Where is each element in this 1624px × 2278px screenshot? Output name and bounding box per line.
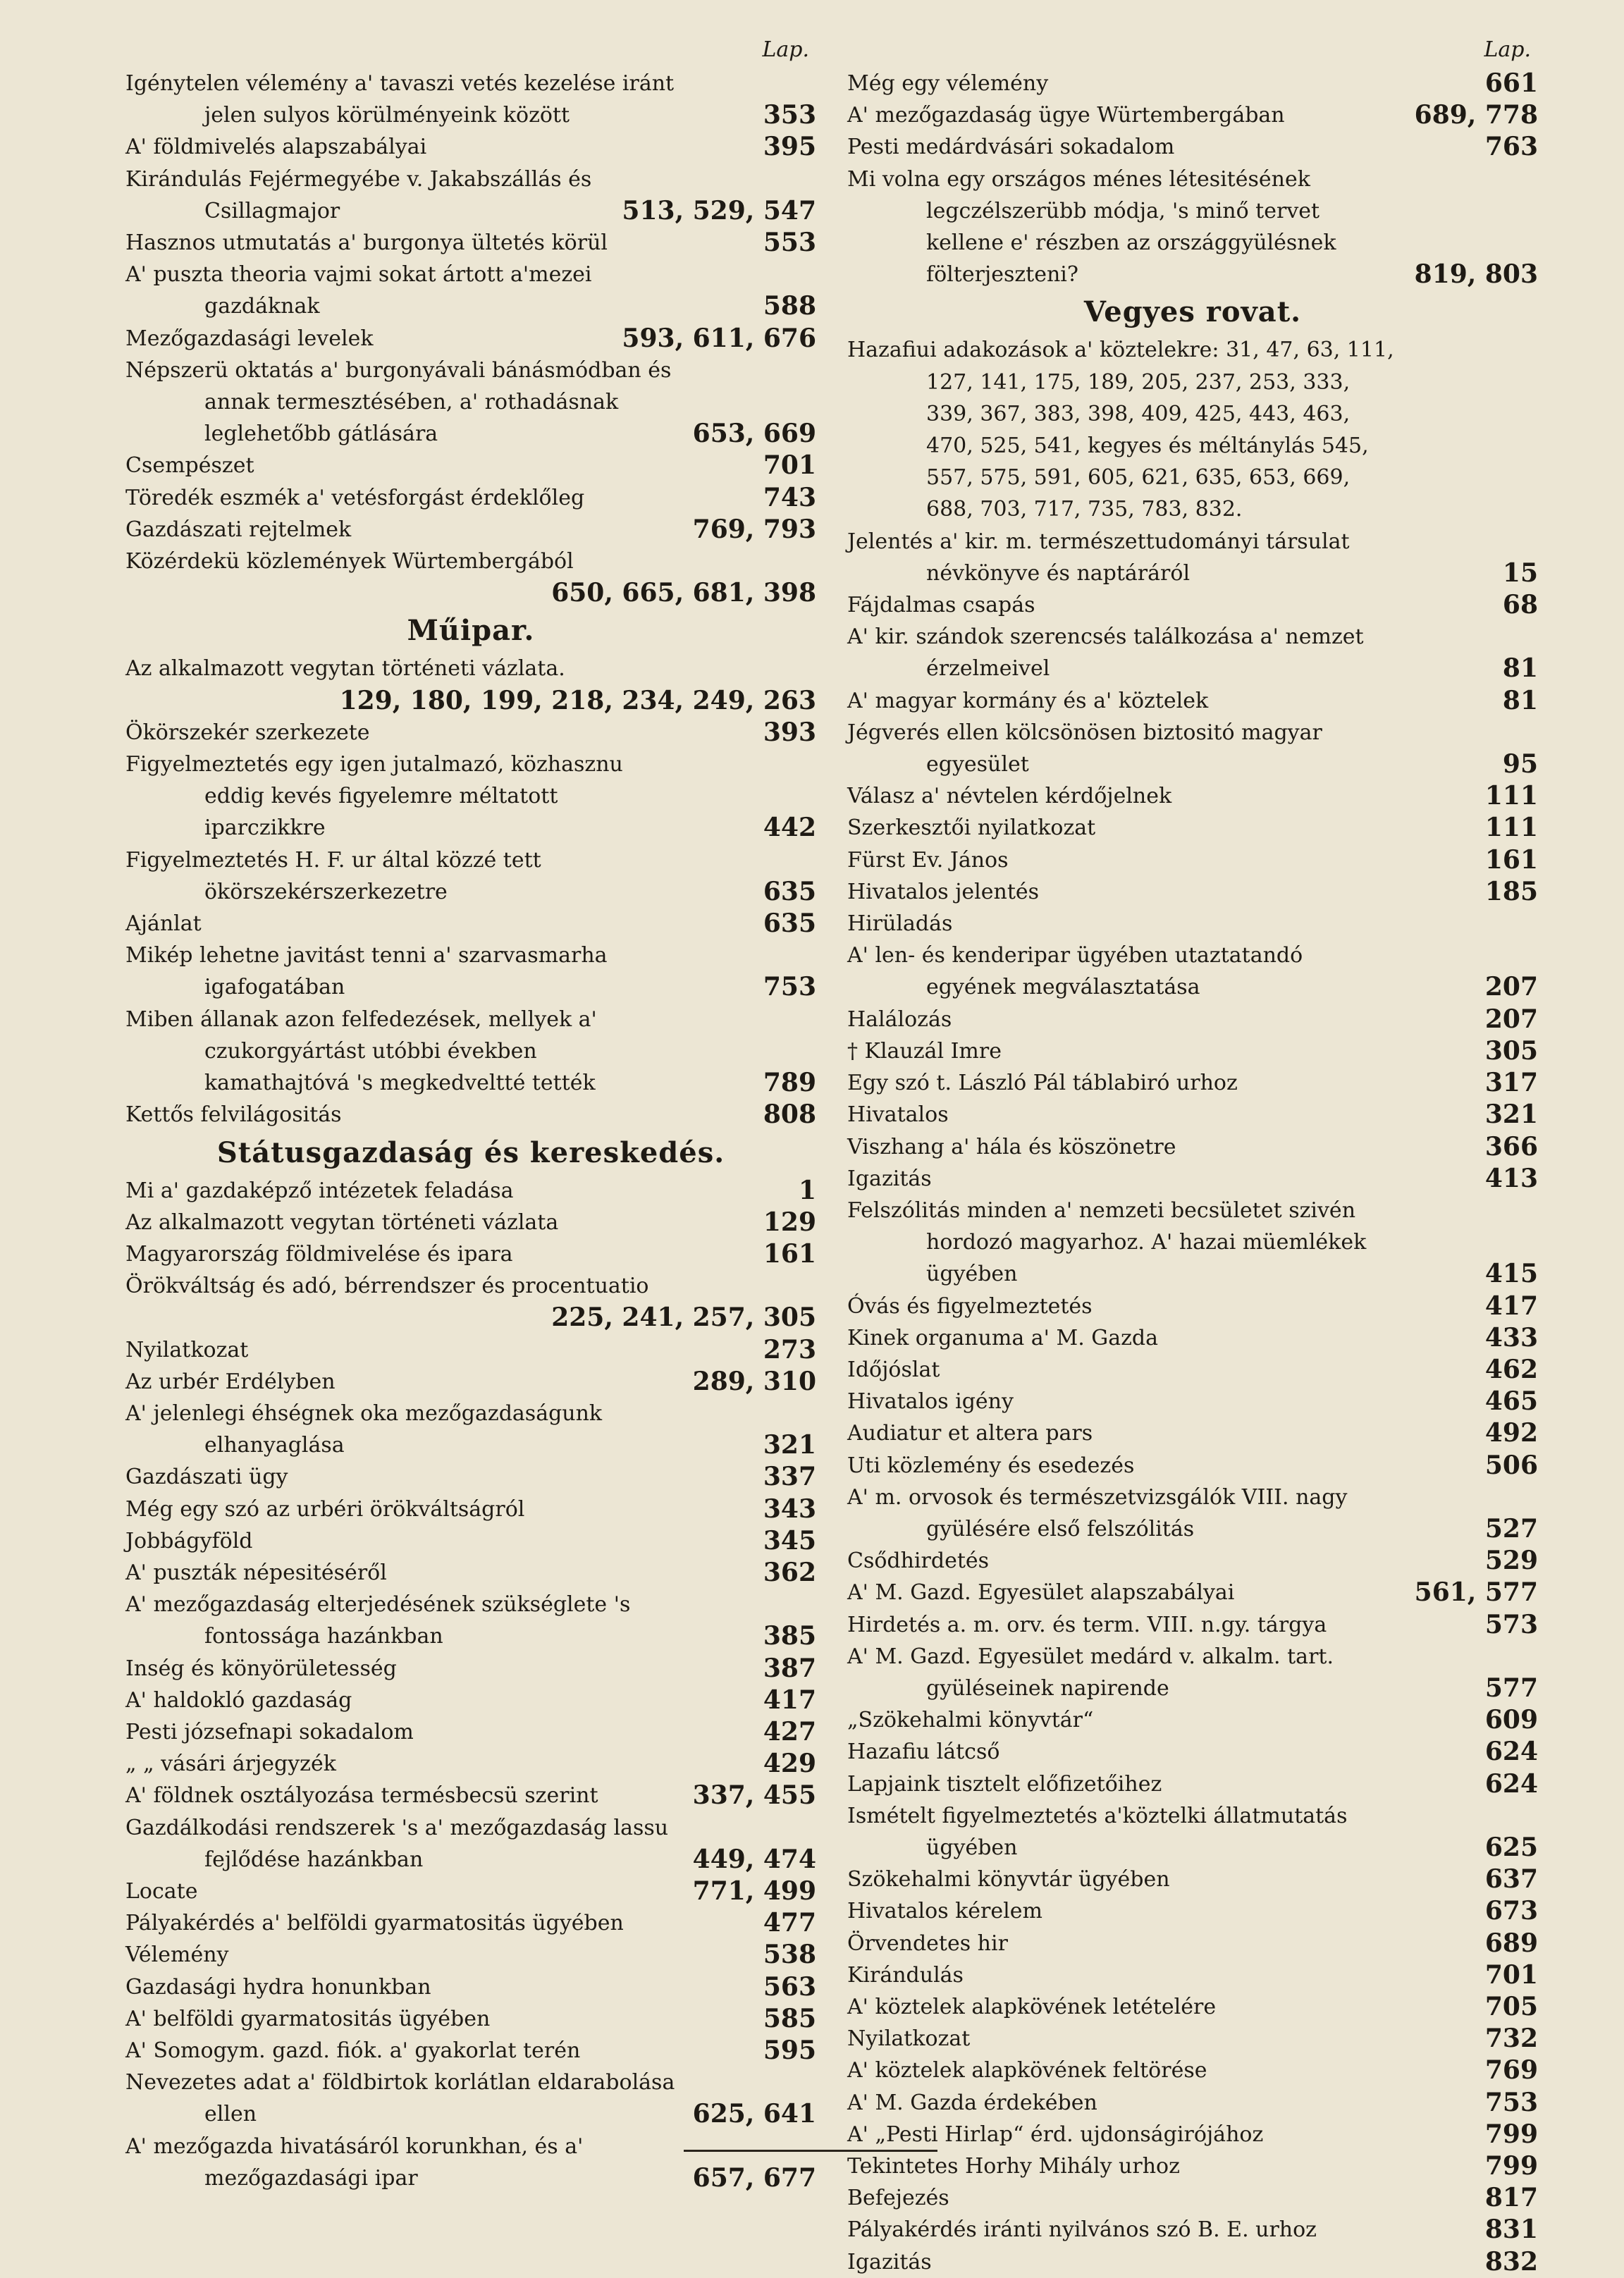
index-entry <box>847 2246 1538 2278</box>
entry-pages: 492 <box>1484 1418 1538 1448</box>
entry-pages: 429 <box>763 1749 816 1779</box>
entry-pages: 513, 529, 547 <box>622 195 816 226</box>
entry-title: Nyilatkozat <box>125 1337 249 1362</box>
entry-pages: 561, 577 <box>1414 1577 1538 1608</box>
entry-title: Ismételt figyelmeztetés a'köztelki állatmutatás ügyében <box>847 1803 1348 1860</box>
entry-pages: 527 <box>1484 1513 1538 1544</box>
index-entry <box>847 1417 1538 1449</box>
entry-title: Locate <box>125 1878 198 1904</box>
entry-pages: 417 <box>1484 1291 1538 1321</box>
entry-pages: 207 <box>1484 1004 1538 1034</box>
entry-pages: 337 <box>763 1462 816 1492</box>
index-entry <box>847 1354 1538 1386</box>
index-entry <box>847 1704 1538 1736</box>
entry-title: Örökváltság és adó, bérrendszer és procentuatio <box>125 1274 649 1299</box>
entry-title: Fürst Ev. János <box>847 847 1009 873</box>
index-entry <box>847 1768 1538 1800</box>
entry-pages: 689, 778 <box>1414 100 1538 130</box>
entry-title: Tekintetes Horhy Mihály urhoz <box>847 2154 1180 2179</box>
entry-pages: 538 <box>763 1940 816 1970</box>
entry-pages: 207 <box>1484 972 1538 1002</box>
index-entry <box>125 1525 816 1557</box>
entry-title: Inség és könyörületesség <box>125 1656 397 1681</box>
entry-title: A' köztelek alapkövének letételére <box>847 1994 1217 2019</box>
entry-pages: 387 <box>763 1653 816 1683</box>
index-entry <box>847 1386 1538 1417</box>
entry-pages: 637 <box>1484 1864 1538 1895</box>
index-entry <box>125 2035 816 2067</box>
entry-title: Mikép lehetne javitást tenni a' szarvasmarha igafogatában <box>125 943 608 1000</box>
entry-title: Uti közlemény és esedezés <box>847 1453 1135 1478</box>
index-entry <box>125 2067 816 2130</box>
entry-title: A' kir. szándok szerencsés találkozása a' nemzet érzelmeivel <box>847 624 1364 682</box>
entry-title: Válasz a' névtelen kérdőjelnek <box>847 784 1172 809</box>
entry-pages: 553 <box>763 228 816 258</box>
entry-pages: 743 <box>763 482 816 512</box>
entry-pages: 337, 455 <box>692 1780 816 1811</box>
entry-title: A' len- és kenderipar ügyében utaztatandó egyének megválasztatása <box>847 943 1303 1000</box>
index-entry <box>125 1557 816 1589</box>
entry-title: Gazdálkodási rendszerek 's a' mezőgazdaság lassu fejlődése hazánkban <box>125 1815 669 1872</box>
index-entry <box>847 589 1538 621</box>
index-entry <box>125 1685 816 1716</box>
entry-title: A' mezőgazda hivatásáról korunkhan, és a' mezőgazdasági ipar <box>125 2134 584 2191</box>
section-heading: Műipar. <box>407 614 535 648</box>
entry-pages: 635 <box>763 909 816 939</box>
index-entry <box>125 1589 816 1652</box>
entry-pages: 609 <box>1484 1705 1538 1735</box>
entry-pages: 799 <box>1484 2151 1538 2181</box>
index-entry <box>847 1577 1538 1608</box>
entry-title: Szökehalmi könyvtár ügyében <box>847 1867 1170 1892</box>
index-entry <box>125 1207 816 1238</box>
entry-title: Hivatalos jelentés <box>847 879 1040 904</box>
entry-title: A' földnek osztályozása termésbecsü szerint <box>125 1783 598 1809</box>
entry-title: A' haldokló gazdaság <box>125 1687 352 1713</box>
entry-title: Igazitás <box>847 2249 932 2274</box>
index-entry <box>847 621 1538 684</box>
index-entry <box>125 1270 816 1334</box>
entry-title: Figyelmeztetés H. F. ur által közzé tett ökörszekérszerkezetre <box>125 847 541 904</box>
entry-title: Fájdalmas csapás <box>847 593 1035 618</box>
index-entry <box>847 1800 1538 1864</box>
entry-pages: 808 <box>763 1100 816 1130</box>
entry-title: Még egy szó az urbéri örökváltságról <box>125 1496 525 1522</box>
entry-pages: 317 <box>1484 1068 1538 1098</box>
entry-pages: 673 <box>1484 1896 1538 1926</box>
index-entry <box>847 1099 1538 1131</box>
section-heading: Státusgazdaság és kereskedés. <box>216 1135 725 1169</box>
index-entry <box>847 717 1538 780</box>
index-entry <box>847 2182 1538 2214</box>
index-entry <box>847 1991 1538 2023</box>
entry-title: A' „Pesti Hirlap“ érd. ujdonságirójához <box>847 2122 1264 2147</box>
entry-title: Pályakérdés a' belföldi gyarmatositás ügyében <box>125 1911 624 1936</box>
entry-pages: 650, 665, 681, 398 <box>551 578 816 608</box>
entry-title: Jobbágyföld <box>125 1528 253 1553</box>
index-entry <box>125 1004 816 1100</box>
entry-pages: 462 <box>1484 1354 1538 1384</box>
entry-title: Az alkalmazott vegytan történeti vázlata. <box>125 656 565 682</box>
entry-title: Hasznos utmutatás a' burgonya ültetés körül <box>125 230 608 256</box>
index-entry <box>847 1545 1538 1577</box>
index-entry <box>847 99 1538 131</box>
entry-title: Pesti józsefnapi sokadalom <box>125 1719 414 1744</box>
entry-pages: 753 <box>1484 2087 1538 2117</box>
index-entry <box>125 1812 816 1876</box>
entry-pages: 305 <box>1484 1035 1538 1066</box>
entry-title: A' Somogym. gazd. fiók. a' gyakorlat terén <box>125 2038 581 2063</box>
entry-title: Halálozás <box>847 1006 952 1032</box>
entry-title: A' M. Gazd. Egyesület medárd v. alkalm. tart. gyüléseinek napirende <box>847 1644 1334 1701</box>
index-entry <box>847 780 1538 812</box>
entry-title: Népszerü oktatás a' burgonyávali bánásmódban és annak termesztésében, a' rothadásnak leglehetőbb gátlására <box>125 357 672 447</box>
entry-pages: 661 <box>1484 68 1538 98</box>
index-entry <box>847 2087 1538 2119</box>
entry-title: A' puszta theoria vajmi sokat ártott a'mezei gazdáknak <box>125 262 592 319</box>
entry-title: Igénytelen vélemény a' tavaszi vetés kezelése iránt jelen sulyos körülményeink között <box>125 71 675 128</box>
lap-label-right: Lap. <box>1484 37 1531 62</box>
entry-pages: 129 <box>763 1207 816 1237</box>
entry-pages: 769 <box>1484 2055 1538 2086</box>
index-entry <box>847 2214 1538 2246</box>
entry-pages: 81 <box>1502 685 1538 715</box>
index-entry <box>847 844 1538 876</box>
entry-pages: 161 <box>763 1238 816 1269</box>
entry-pages: 701 <box>1484 1959 1538 1990</box>
index-entry <box>847 1035 1538 1067</box>
entry-title: A' M. Gazd. Egyesület alapszabályai <box>847 1580 1235 1606</box>
entry-title: Vélemény <box>125 1943 229 1968</box>
entry-title: Hivatalos kérelem <box>847 1899 1042 1924</box>
entry-title: Szerkesztői nyilatkozat <box>847 815 1096 841</box>
entry-title: „ „ vásári árjegyzék <box>125 1751 336 1777</box>
index-entry <box>125 1653 816 1685</box>
entry-title: Kirándulás <box>847 1962 964 1988</box>
entry-pages: 1 <box>798 1175 816 1205</box>
entry-pages: 819, 803 <box>1414 259 1538 290</box>
entry-pages: 417 <box>763 1685 816 1715</box>
entry-pages: 362 <box>763 1557 816 1587</box>
left-column <box>125 35 816 2194</box>
index-entry <box>125 1238 816 1270</box>
index-entry <box>847 1864 1538 1895</box>
entry-title: Lapjaink tisztelt előfizetőihez <box>847 1771 1162 1797</box>
entry-title: Időjóslat <box>847 1357 940 1382</box>
index-entry <box>125 482 816 514</box>
entry-title: Ajánlat <box>125 911 202 937</box>
entry-pages: 506 <box>1484 1450 1538 1480</box>
index-entry <box>125 1334 816 1366</box>
entry-pages: 769, 793 <box>692 514 816 544</box>
entry-pages: 529 <box>1484 1546 1538 1576</box>
entry-pages: 624 <box>1484 1768 1538 1799</box>
entry-pages: 433 <box>1484 1322 1538 1353</box>
entry-title: Audiatur et altera pars <box>847 1421 1093 1446</box>
entry-pages: 15 <box>1502 558 1538 588</box>
bottom-rule <box>684 2150 937 2152</box>
index-entry <box>125 1876 816 1907</box>
index-entry <box>125 227 816 259</box>
index-entry <box>847 2150 1538 2182</box>
entry-pages: 366 <box>1484 1131 1538 1162</box>
index-entry <box>125 1716 816 1748</box>
index-entry <box>125 940 816 1003</box>
entry-title: Mi volna egy országos ménes létesitésének legczélszerübb módja, 's minő tervet kellene e' részben az országgyülésnek fölterjeszteni? <box>847 166 1336 288</box>
entry-title: A' jelenlegi éhségnek oka mezőgazdaságunk elhanyaglása <box>125 1400 603 1458</box>
entry-pages: 657, 677 <box>692 2162 816 2193</box>
entry-pages: 588 <box>763 291 816 321</box>
index-entry <box>847 1736 1538 1768</box>
entry-pages: 129, 180, 199, 218, 234, 249, 263 <box>339 685 816 715</box>
entry-title: Viszhang a' hála és köszönetre <box>847 1134 1176 1159</box>
index-entry <box>125 2131 816 2194</box>
index-entry <box>847 1131 1538 1163</box>
lap-label-left: Lap. <box>762 37 809 62</box>
index-entry <box>847 1959 1538 1991</box>
entry-pages: 68 <box>1502 590 1538 620</box>
index-entry <box>125 1398 816 1461</box>
left-entries <box>125 68 816 2194</box>
entry-title: Hivatalos <box>847 1102 949 1128</box>
index-entry <box>847 1067 1538 1099</box>
entry-title: Pályakérdés iránti nyilvános szó B. E. urhoz <box>847 2217 1317 2243</box>
index-entry <box>847 334 1538 525</box>
entry-title: Az alkalmazott vegytan történeti vázlata <box>125 1209 559 1235</box>
index-entry <box>125 2003 816 2035</box>
index-entry <box>125 844 816 908</box>
entry-title: Mi a' gazdaképző intézetek feladása <box>125 1178 514 1203</box>
entry-title: „Szökehalmi könyvtár“ <box>847 1708 1094 1733</box>
entry-pages: 625, 641 <box>692 2099 816 2129</box>
entry-pages: 635 <box>763 876 816 906</box>
entry-title: Pesti medárdvásári sokadalom <box>847 135 1175 160</box>
entry-pages: 111 <box>1484 781 1538 811</box>
index-entry <box>125 749 816 844</box>
entry-pages: 161 <box>1484 844 1538 875</box>
entry-title: Hivatalos igény <box>847 1389 1014 1415</box>
entry-title: Befejezés <box>847 2186 949 2211</box>
entry-title: Nyilatkozat <box>847 2026 971 2052</box>
entry-pages: 95 <box>1502 749 1538 780</box>
entry-title: Kinek organuma a' M. Gazda <box>847 1325 1159 1350</box>
index-entry <box>125 1748 816 1780</box>
index-entry <box>847 940 1538 1003</box>
entry-pages: 701 <box>763 450 816 481</box>
index-entry <box>847 1482 1538 1545</box>
entry-title: Figyelmeztetés egy igen jutalmazó, közhasznu eddig kevés figyelemre méltatott iparczikkre <box>125 752 623 841</box>
entry-title: A' puszták népesitéséről <box>125 1560 387 1585</box>
entry-title: A' magyar kormány és a' köztelek <box>847 688 1209 713</box>
entry-title: Nevezetes adat a' földbirtok korlátlan eldarabolása ellen <box>125 2070 675 2127</box>
index-entry <box>847 164 1538 291</box>
index-entry <box>847 1163 1538 1195</box>
index-entry <box>847 1322 1538 1354</box>
index-entry <box>125 514 816 546</box>
entry-title: Igazitás <box>847 1166 932 1191</box>
index-entry <box>125 450 816 481</box>
index-entry <box>847 1641 1538 1704</box>
index-entry <box>847 68 1538 99</box>
index-entry <box>847 1291 1538 1322</box>
entry-pages: 477 <box>763 1908 816 1938</box>
entry-title: Jégverés ellen kölcsönösen biztositó magyar egyesület <box>847 720 1322 777</box>
index-entry <box>847 131 1538 163</box>
entry-title: Hazafiu látcső <box>847 1740 1000 1765</box>
index-entry <box>125 908 816 940</box>
entry-pages: 831 <box>1484 2215 1538 2245</box>
entry-pages: 345 <box>763 1525 816 1556</box>
index-entry <box>125 1461 816 1493</box>
index-entry <box>125 1175 816 1207</box>
index-entry <box>847 685 1538 717</box>
index-entry <box>125 1099 816 1131</box>
entry-pages: 563 <box>763 1971 816 2002</box>
entry-pages: 273 <box>763 1334 816 1365</box>
section-heading: Vegyes rovat. <box>1083 295 1302 329</box>
entry-title: A' földmivelés alapszabályai <box>125 135 427 160</box>
entry-title: Felszólitás minden a' nemzeti becsületet szivén hordozó magyarhoz. A' hazai müemlékek ügyében <box>847 1198 1367 1287</box>
entry-pages: 321 <box>1484 1100 1538 1130</box>
entry-title: Hazafiui adakozások a' köztelekre: 31, 47, 63, 111, 127, 141, 175, 189, 205, 237, 253, 333, 339, 367, 383, 398, 409, 425, 443, 463, 470, 525, 541, kegyes és méltánylás 545, 557, 575, 591, 605, 621, 635, 653, 669, 688, 703, 717, 735, 783, 832. <box>847 338 1394 522</box>
index-entry <box>847 526 1538 589</box>
entry-title: A' m. orvosok és természetvizsgálók VIII. nagy gyülésére első felszólitás <box>847 1484 1348 1541</box>
index-entry <box>125 1780 816 1811</box>
index-entry <box>125 717 816 749</box>
entry-pages: 395 <box>763 132 816 162</box>
entry-pages: 289, 310 <box>692 1366 816 1396</box>
entry-pages: 753 <box>763 972 816 1002</box>
entry-title: A' M. Gazda érdekében <box>847 2090 1097 2115</box>
entry-title: Gazdászati rejtelmek <box>125 517 352 542</box>
entry-pages: 185 <box>1484 876 1538 906</box>
index-entry <box>125 1366 816 1398</box>
entry-pages: 705 <box>1484 1991 1538 2021</box>
entry-title: Hirdetés a. m. orv. és term. VIII. n.gy. tárgya <box>847 1612 1327 1637</box>
entry-title: Jelentés a' kir. m. természettudományi társulat névkönyve és naptáráról <box>847 529 1350 586</box>
entry-title: † Klauzál Imre <box>847 1038 1002 1064</box>
index-entry <box>847 1195 1538 1291</box>
index-entry <box>125 131 816 163</box>
entry-title: Óvás és figyelmeztetés <box>847 1293 1093 1319</box>
index-entry <box>125 164 816 227</box>
entry-title: A' belföldi gyarmatositás ügyében <box>125 2006 491 2031</box>
index-entry <box>125 653 816 716</box>
entry-pages: 393 <box>763 717 816 747</box>
index-entry <box>125 355 816 450</box>
index-entry <box>125 1971 816 2003</box>
entry-title: Még egy vélemény <box>847 71 1049 96</box>
entry-title: Hirüladás <box>847 911 953 937</box>
entry-title: A' mezőgazdaság elterjedésének szükséglete 's fontossága hazánkban <box>125 1592 631 1649</box>
entry-pages: 415 <box>1484 1259 1538 1289</box>
entry-pages: 624 <box>1484 1737 1538 1767</box>
entry-pages: 799 <box>1484 2119 1538 2149</box>
entry-pages: 413 <box>1484 1163 1538 1193</box>
entry-pages: 689 <box>1484 1928 1538 1958</box>
entry-title: A' mezőgazdaság ügye Würtembergában <box>847 103 1285 128</box>
entry-title: A' köztelek alapkövének feltörése <box>847 2058 1207 2083</box>
entry-pages: 789 <box>763 1068 816 1098</box>
index-entry <box>847 1928 1538 1959</box>
entry-title: Egy szó t. László Pál táblabiró urhoz <box>847 1071 1238 1096</box>
index-entry <box>125 546 816 609</box>
entry-pages: 577 <box>1484 1673 1538 1703</box>
entry-title: Magyarország földmivelése és ipara <box>125 1241 513 1267</box>
index-entry <box>125 1939 816 1971</box>
index-entry <box>847 1895 1538 1927</box>
entry-title: Csempészet <box>125 453 254 479</box>
entry-pages: 81 <box>1502 653 1538 684</box>
entry-title: Ökörszekér szerkezete <box>125 720 370 745</box>
entry-pages: 732 <box>1484 2024 1538 2054</box>
entry-title: Kirándulás Fejérmegyébe v. Jakabszállás és Csillagmajor <box>125 166 592 223</box>
index-entry <box>847 876 1538 908</box>
entry-title: Gazdászati ügy <box>125 1465 288 1490</box>
entry-pages: 832 <box>1484 2246 1538 2277</box>
entry-pages: 353 <box>763 100 816 130</box>
index-entry <box>847 1450 1538 1482</box>
index-entry <box>125 323 816 355</box>
entry-pages: 111 <box>1484 813 1538 843</box>
entry-pages: 763 <box>1484 132 1538 162</box>
index-entry <box>847 812 1538 844</box>
index-entry <box>847 908 1538 940</box>
entry-title: Mezőgazdasági levelek <box>125 326 374 351</box>
index-entry <box>125 68 816 131</box>
entry-pages: 385 <box>763 1621 816 1651</box>
entry-pages: 427 <box>763 1716 816 1747</box>
entry-pages: 817 <box>1484 2183 1538 2213</box>
entry-pages: 321 <box>763 1430 816 1460</box>
index-entry <box>847 2023 1538 2055</box>
index-entry <box>125 1494 816 1525</box>
right-column <box>847 35 1538 2278</box>
entry-title: Miben állanak azon felfedezések, mellyek a' czukorgyártást utóbbi években kamathajtóvá 's megkedveltté tették <box>125 1006 597 1096</box>
entry-title: Közérdekü közlemények Würtembergából <box>125 549 574 574</box>
entry-title: Az urbér Erdélyben <box>125 1369 336 1394</box>
index-entry <box>847 2119 1538 2150</box>
index-entry <box>125 259 816 322</box>
index-entry <box>125 1907 816 1939</box>
index-entry <box>847 2055 1538 2086</box>
entry-title: Örvendetes hir <box>847 1931 1008 1956</box>
entry-title: Gazdasági hydra honunkban <box>125 1974 431 2000</box>
entry-pages: 653, 669 <box>692 419 816 449</box>
index-entry <box>847 1609 1538 1641</box>
entry-pages: 595 <box>763 2035 816 2065</box>
entry-pages: 343 <box>763 1494 816 1524</box>
entry-pages: 465 <box>1484 1386 1538 1417</box>
entry-pages: 593, 611, 676 <box>622 323 816 353</box>
entry-title: Töredék eszmék a' vetésforgást érdeklőleg <box>125 485 585 510</box>
entry-title: Csődhirdetés <box>847 1549 990 1574</box>
index-entry <box>847 1004 1538 1035</box>
entry-pages: 225, 241, 257, 305 <box>551 1303 816 1333</box>
right-entries <box>847 68 1538 2278</box>
entry-pages: 771, 499 <box>692 1876 816 1906</box>
entry-pages: 573 <box>1484 1609 1538 1639</box>
entry-pages: 585 <box>763 2003 816 2033</box>
entry-title: Kettős felvilágositás <box>125 1102 342 1128</box>
entry-pages: 625 <box>1484 1832 1538 1862</box>
entry-pages: 449, 474 <box>692 1844 816 1874</box>
entry-pages: 442 <box>763 813 816 843</box>
